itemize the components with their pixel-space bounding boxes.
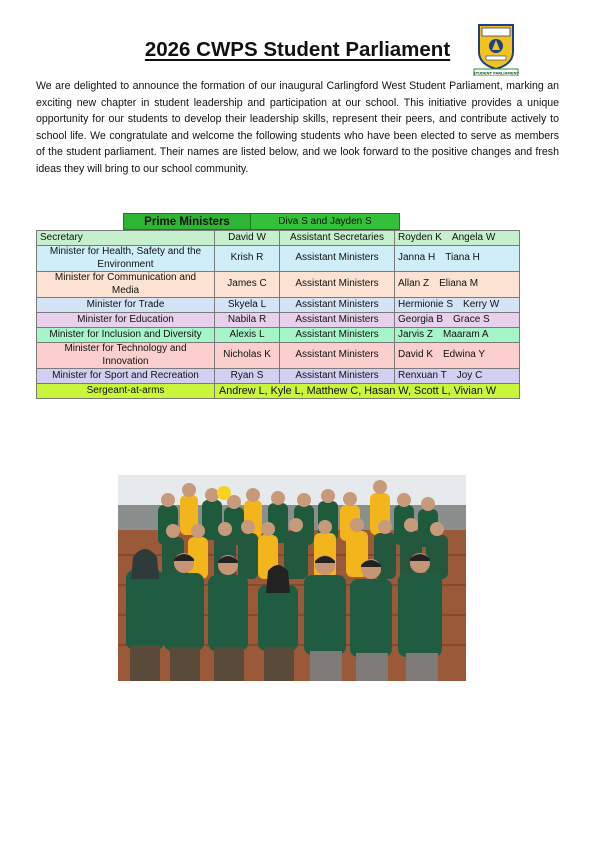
minister-name: Krish R [215,246,280,272]
table-row [37,298,520,313]
prime-ministers-row [123,213,400,230]
intro-paragraph: We are delighted to announce the formation of our inaugural Carlingford West Student Parliament, marking an exciting new chapter in student leadership and participation at our school. This initiative provides a unique opportunity for our students to develop their leadership skills, represent their peers, and contribute actively to school life. We congratulate and welcome the following students who have been elected to serve as members of the student parliament. Their names are listed below, and we look forward to the positive changes and fresh ideas they will bring to our school community. [36,80,559,175]
assistant-names: Janna H Tiana H [395,246,520,272]
table-row [37,369,520,384]
parliament-roles-table [36,230,520,399]
minister-name: James C [215,272,280,298]
role-name: Minister for Trade [37,298,215,313]
assistant-names: Allan Z Eliana M [395,272,520,298]
assistant-type: Assistant Ministers [280,246,395,272]
assistant-type: Assistant Ministers [280,343,395,369]
assistant-type: Assistant Ministers [280,298,395,313]
role-name: Minister for Health, Safety and the Environment [37,246,215,272]
assistant-names: Jarvis Z Maaram A [395,328,520,343]
role-name: Minister for Communication and Media [37,272,215,298]
sergeant-names: Andrew L, Kyle L, Matthew C, Hasan W, Scott L, Vivian W [215,384,520,399]
assistant-type: Assistant Ministers [280,328,395,343]
table-row [37,231,520,246]
table-row [37,313,520,328]
assistant-names: David K Edwina Y [395,343,520,369]
assistant-type: Assistant Ministers [280,369,395,384]
assistant-type: Assistant Secretaries [280,231,395,246]
role-name: Secretary [37,231,215,246]
table-row [37,328,520,343]
assistant-names: Hermionie S Kerry W [395,298,520,313]
page-title: 2026 CWPS Student Parliament [144,38,451,61]
assistant-names: Renxuan T Joy C [395,369,520,384]
role-name: Minister for Technology and Innovation [37,343,215,369]
role-name: Minister for Education [37,313,215,328]
sergeant-label: Sergeant-at-arms [37,384,215,399]
prime-ministers-label: Prime Ministers [123,213,251,230]
table-row [37,272,520,298]
minister-name: Skyela L [215,298,280,313]
table-row [37,343,520,369]
minister-name: Alexis L [215,328,280,343]
assistant-names: Georgia B Grace S [395,313,520,328]
minister-name: Nicholas K [215,343,280,369]
minister-name: David W [215,231,280,246]
minister-name: Ryan S [215,369,280,384]
assistant-type: Assistant Ministers [280,272,395,298]
logo-caption: STUDENT PARLIAMENT [473,71,519,76]
minister-name: Nabila R [215,313,280,328]
table-row [37,246,520,272]
sergeant-row [37,384,520,399]
prime-ministers-names: Diva S and Jayden S [251,213,400,230]
role-name: Minister for Inclusion and Diversity [37,328,215,343]
assistant-type: Assistant Ministers [280,313,395,328]
student-group-photo [118,475,466,681]
school-crest-logo [473,22,519,76]
role-name: Minister for Sport and Recreation [37,369,215,384]
assistant-names: Royden K Angela W [395,231,520,246]
